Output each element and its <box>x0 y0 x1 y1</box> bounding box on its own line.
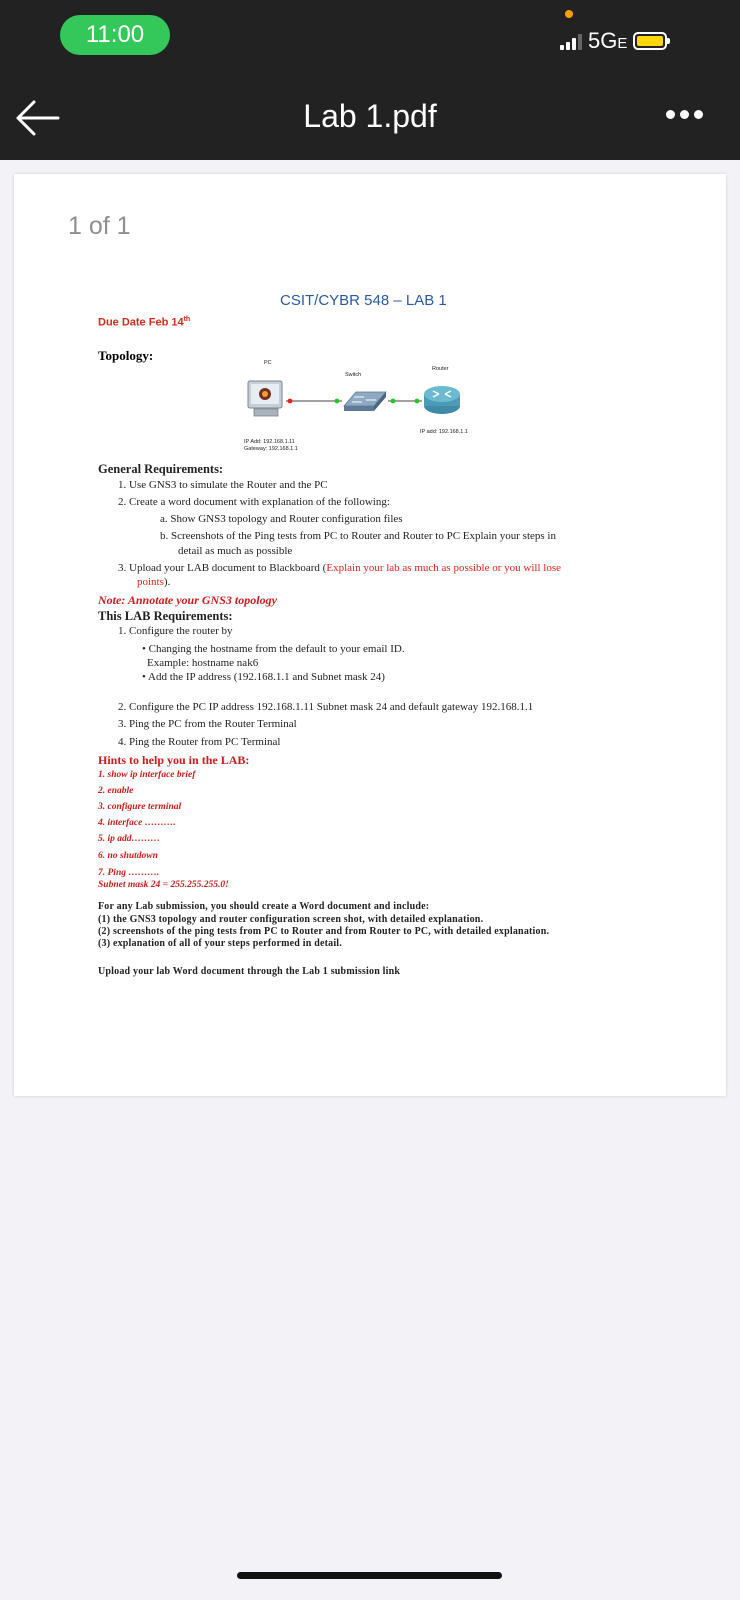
submission-item-3: (3) explanation of all of your steps performed in detail. <box>98 938 342 949</box>
mic-indicator-dot <box>565 10 573 18</box>
lab-item-1a: • Changing the hostname from the default to your email ID. <box>142 643 405 655</box>
due-date: Due Date Feb 14th <box>98 316 191 329</box>
more-dot-icon <box>666 110 675 119</box>
hint-7: 7. Ping ………. <box>98 868 160 878</box>
hint-1: 1. show ip interface brief <box>98 770 196 780</box>
general-item-1: 1. Use GNS3 to simulate the Router and the PC <box>118 479 328 491</box>
general-item-3-cont: points). <box>137 576 171 588</box>
diagram-router-label: Router <box>432 366 449 372</box>
link-status-dot-green <box>391 399 396 404</box>
lab-item-1a-example: Example: hostname nak6 <box>147 657 259 669</box>
hints-heading: Hints to help you in the LAB: <box>98 753 250 767</box>
network-type: 5GE <box>588 28 628 53</box>
general-item-2: 2. Create a word document with explanation of the following: <box>118 496 390 508</box>
switch-icon <box>344 392 386 411</box>
general-item-2a: a. Show GNS3 topology and Router configuration files <box>160 513 403 525</box>
general-item-3-warning: Explain your lab as much as possible or you will lose <box>326 562 561 574</box>
signal-icon <box>560 32 582 50</box>
document-title: Lab 1.pdf <box>303 98 437 134</box>
lab-item-2: 2. Configure the PC IP address 192.168.1.11 Subnet mask 24 and default gateway 192.168.1.1 <box>118 701 534 713</box>
lab-requirements-heading: This LAB Requirements: <box>98 609 233 623</box>
general-item-2b: b. Screenshots of the Ping tests from PC to Router and Router to PC Explain your steps in <box>160 530 556 542</box>
general-item-3: 3. Upload your LAB document to Blackboard (Explain your lab as much as possible or you will lose <box>118 562 561 574</box>
pc-gateway-label: Gateway: 192.168.1.1 <box>244 446 298 452</box>
diagram-pc-label: PC <box>264 360 272 366</box>
link-status-dot-green <box>335 399 340 404</box>
status-time: 11:00 <box>60 15 170 55</box>
lab-item-1b: • Add the IP address (192.168.1.1 and Subnet mask 24) <box>142 671 385 683</box>
hint-3: 3. configure terminal <box>98 802 182 812</box>
router-icon <box>424 386 460 414</box>
page-indicator: 1 of 1 <box>68 212 131 240</box>
general-item-3-warning-cont: points <box>137 576 164 588</box>
diagram-switch-label: Switch <box>345 372 362 378</box>
router-ip-label: IP add: 192.168.1.1 <box>420 429 468 435</box>
topology-heading: Topology: <box>98 348 154 363</box>
lab-item-3: 3. Ping the PC from the Router Terminal <box>118 718 297 730</box>
submission-item-1: (1) the GNS3 topology and router configuration screen shot, with detailed explanation. <box>98 914 484 925</box>
pc-ip-label: IP Add: 192.168.1.11 <box>244 439 295 445</box>
status-icons <box>560 26 667 56</box>
submission-upload-note: Upload your lab Word document through the Lab 1 submission link <box>98 966 401 977</box>
pc-icon <box>248 381 282 416</box>
hint-subnet: Subnet mask 24 = 255.255.255.0! <box>98 880 229 890</box>
lab-item-4: 4. Ping the Router from PC Terminal <box>118 736 281 748</box>
top-bar <box>0 0 740 160</box>
link-status-dot-red <box>288 399 293 404</box>
submission-intro: For any Lab submission, you should create a Word document and include: <box>98 901 430 912</box>
home-indicator[interactable] <box>237 1572 502 1579</box>
general-item-2b-cont: detail as much as possible <box>178 545 293 557</box>
more-dot-icon <box>694 110 703 119</box>
annotation-note: Note: Annotate your GNS3 topology <box>98 593 277 607</box>
hint-5: 5. ip add……… <box>98 834 161 844</box>
submission-item-2: (2) screenshots of the ping tests from PC to Router and from Router to PC, with detailed explanation. <box>98 926 550 937</box>
battery-icon <box>633 32 667 50</box>
link-status-dot-green <box>415 399 420 404</box>
network-type-sub: E <box>617 35 628 52</box>
due-date-suffix: th <box>183 316 191 323</box>
more-dot-icon <box>680 110 689 119</box>
more-options-button[interactable] <box>666 110 703 119</box>
topology-diagram <box>240 376 490 432</box>
lab-item-1: 1. Configure the router by <box>118 625 233 637</box>
hint-4: 4. interface ………. <box>98 818 176 828</box>
general-requirements-heading: General Requirements: <box>98 462 224 476</box>
hint-2: 2. enable <box>98 786 134 796</box>
hint-6: 6. no shutdown <box>98 851 158 861</box>
doc-title: CSIT/CYBR 548 – LAB 1 <box>280 292 447 309</box>
